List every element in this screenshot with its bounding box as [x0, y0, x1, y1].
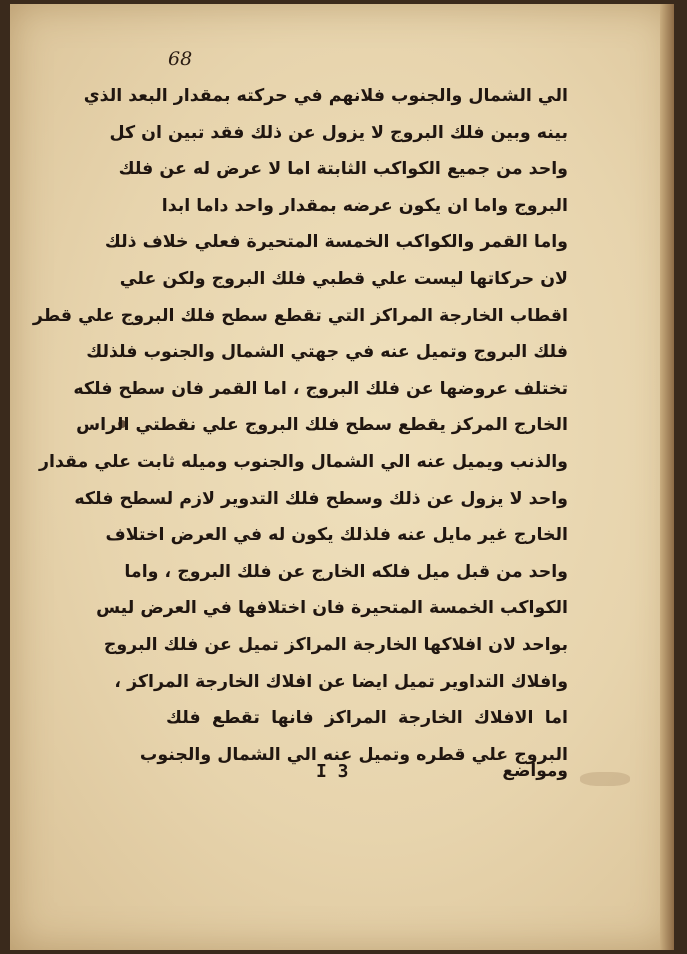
ink-bleed-mark: [580, 772, 630, 786]
text-line: اقطاب الخارجة المراكز التي تقطع سطح فلك البروج علي قطر: [32, 305, 568, 326]
text-line: بينه وبين فلك البروج لا يزول عن ذلك فقد تبين ان كل: [109, 122, 568, 143]
text-line: وافلاك التداوير تميل ايضا عن افلاك الخارجة المراكز ،: [114, 671, 568, 692]
text-line: واما القمر والكواكب الخمسة المتحيرة فعلي خلاف ذلك: [104, 232, 568, 253]
text-line: والذنب ويميل عنه الي الشمال والجنوب وميله ثابت علي مقدار: [39, 451, 568, 472]
page-footer: [166, 761, 568, 789]
text-block: [32, 78, 568, 773]
text-line: واحد من جميع الكواكب الثابتة اما لا عرض له عن فلك: [118, 159, 568, 180]
text-line: الخارج غير مايل عنه فلذلك يكون له في العرض اختلاف: [105, 525, 568, 546]
text-line: واحد لا يزول عن ذلك وسطح فلك التدوير لازم لسطح فلكه: [74, 488, 568, 509]
page-number: 68: [168, 48, 193, 70]
catchword: ومواضع: [502, 761, 568, 781]
text-line: الخارج المركز يقطع سطح فلك البروج علي نقطتي الراس: [76, 415, 568, 436]
text-line: الكواكب الخمسة المتحيرة فان اختلافها في العرض ليس: [96, 598, 568, 619]
signature-mark: I 3: [316, 761, 349, 782]
text-line: الي الشمال والجنوب فلانهم في حركته بمقدار البعد الذي: [83, 86, 568, 106]
text-line: بواحد لان افلاكها الخارجة المراكز تميل عن فلك البروج: [103, 634, 568, 655]
text-line: واحد من قبل ميل فلكه الخارج عن فلك البروج ، واما: [124, 561, 568, 582]
text-line: فلك البروج وتميل عنه في جهتي الشمال والجنوب فلذلك: [86, 342, 568, 363]
manuscript-page: [10, 4, 674, 950]
book-gutter: [660, 4, 674, 950]
text-line: تختلف عروضها عن فلك البروج ، اما القمر فان سطح فلكه: [73, 378, 568, 399]
text-line: البروج علي قطره وتميل عنه الي الشمال والجنوب: [139, 744, 568, 765]
text-line: البروج واما ان يكون عرضه بمقدار واحد داما ابدا: [161, 195, 568, 216]
text-line: لان حركاتها ليست علي قطبي فلك البروج ولكن علي: [119, 268, 568, 289]
text-line: اما الافلاك الخارجة المراكز فانها تقطع فلك: [166, 708, 568, 729]
